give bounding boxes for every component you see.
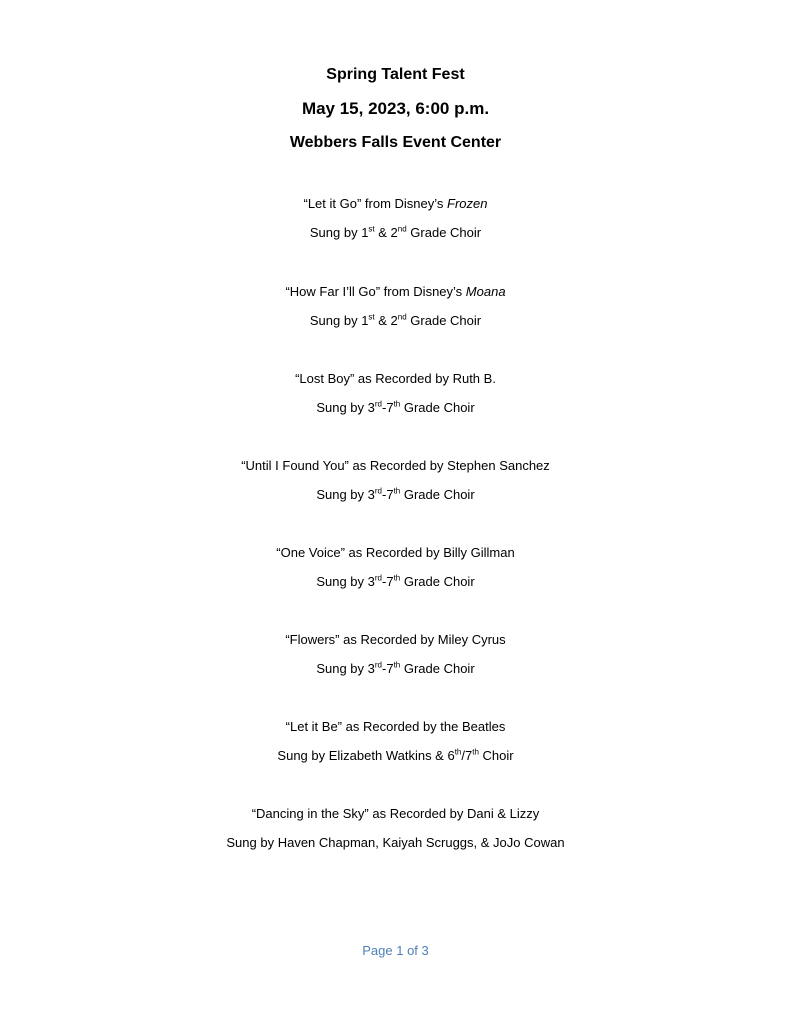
performer-7: Sung by Elizabeth Watkins & 6th/7th Choir — [277, 747, 514, 763]
performer-8: Sung by Haven Chapman, Kaiyah Scruggs, & JoJo Cowan — [226, 835, 565, 850]
performer-2: Sung by 1st & 2nd Grade Choir — [309, 312, 482, 328]
page-number: Page 1 of 3 — [362, 943, 429, 958]
performer-1: Sung by 1st & 2nd Grade Choir — [309, 224, 482, 240]
song-title-5: “One Voice” as Recorded by Billy Gillman — [276, 545, 515, 560]
event-title: Spring Talent Fest — [326, 66, 465, 83]
song-title-7: “Let it Be” as Recorded by the Beatles — [285, 719, 506, 734]
song-title-3: “Lost Boy” as Recorded by Ruth B. — [295, 371, 496, 386]
film-title: Moana — [465, 284, 506, 299]
song-title-8: “Dancing in the Sky” as Recorded by Dani & Lizzy — [251, 806, 540, 821]
song-title-6: “Flowers” as Recorded by Miley Cyrus — [285, 632, 506, 647]
performer-3: Sung by 3rd-7th Grade Choir — [316, 399, 475, 415]
song-title-1: “Let it Go” from Disney’s Frozen — [303, 196, 488, 211]
event-date: May 15, 2023, 6:00 p.m. — [301, 99, 490, 118]
film-title: Frozen — [447, 196, 488, 211]
performer-4: Sung by 3rd-7th Grade Choir — [316, 486, 475, 502]
performer-6: Sung by 3rd-7th Grade Choir — [316, 660, 475, 676]
song-title-2: “How Far I’ll Go” from Disney’s Moana — [285, 284, 506, 299]
performer-5: Sung by 3rd-7th Grade Choir — [316, 573, 475, 589]
song-title-4: “Until I Found You” as Recorded by Stephen Sanchez — [241, 458, 550, 473]
event-venue: Webbers Falls Event Center — [289, 134, 502, 151]
